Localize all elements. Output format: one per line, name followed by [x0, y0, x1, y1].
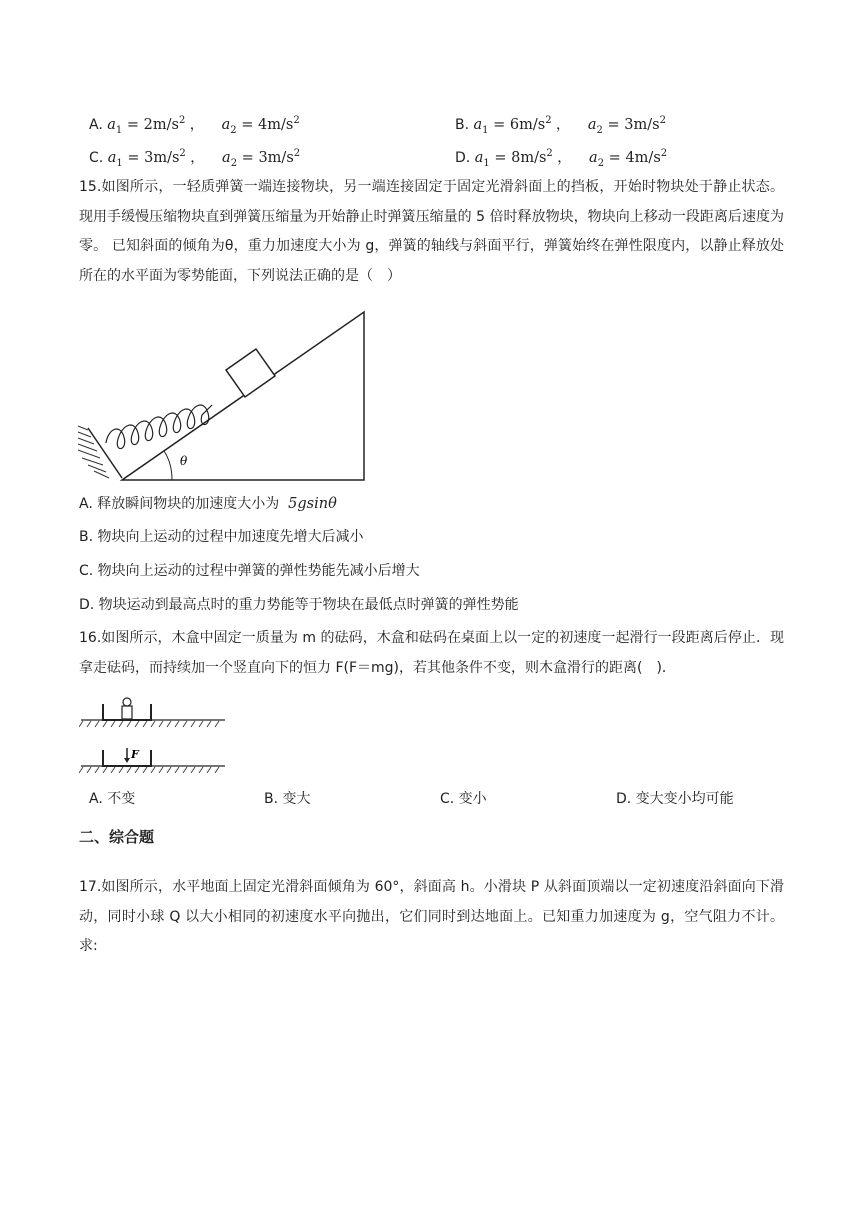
block [226, 349, 275, 397]
q15-option-a: A. 释放瞬间物块的加速度大小为 5gsinθ [79, 496, 337, 512]
stopper-plate [88, 428, 122, 478]
q14-option-d: D. $a_1 = 8m/s^2$ ， $a_2 = 4m/s^2$ [455, 148, 668, 169]
q14-option-b: B. $a_1 = 6m/s^2$ ， $a_2 = 3m/s^2$ [455, 115, 666, 136]
q16-option-a: A. 不变 [89, 791, 136, 807]
angle-arc [164, 451, 172, 480]
option-label: D. [455, 149, 471, 166]
table-hatching-top [79, 721, 219, 727]
q16-option-c: C. 变小 [440, 791, 487, 807]
formula-a2: $a_2 = 3m/s^2$ [222, 148, 301, 169]
spring [106, 405, 212, 449]
wooden-box-figure [79, 694, 229, 776]
q15-option-d: D. 物块运动到最高点时的重力势能等于物块在最低点时弹簧的弹性势能 [79, 597, 519, 613]
formula-a2: $a_2 = 4m/s^2$ [589, 148, 668, 169]
formula-a1: $a_1 = 6m/s^2$ [473, 115, 552, 136]
option-label: B. [455, 116, 470, 133]
box-with-force [81, 748, 225, 766]
q16-option-d: D. 变大变小均可能 [616, 791, 734, 807]
section-title: 二、综合题 [79, 828, 155, 846]
formula-a1: $a_1 = 2m/s^2$ [107, 115, 186, 136]
q14-option-a: A. $a_1 = 2m/s^2$ ， $a_2 = 4m/s^2$ [89, 115, 300, 136]
formula-a2: $a_2 = 4m/s^2$ [221, 115, 300, 136]
weight [122, 706, 132, 719]
q16-stem: 16.如图所示，木盒中固定一质量为 m 的砝码，木盒和砝码在桌面上以一定的初速度一起滑行一段距离后停止．现拿走砝码，而持续加一个竖直向下的恒力 F(F＝mg)，若其他条件不变，则木盒滑行的距离( )． [79, 630, 784, 676]
option-label: C. [89, 149, 104, 166]
q16-option-b: B. 变大 [264, 791, 311, 807]
force-label: F [131, 748, 139, 761]
table-hatching-bottom [79, 767, 219, 773]
option-label: A. [89, 116, 103, 133]
q17-stem: 17.如图所示，水平地面上固定光滑斜面倾角为 60°，斜面高 h。小滑块 P 从斜面顶端以一定初速度沿斜面向下滑动，同时小球 Q 以大小相同的初速度水平向抛出，它们同时到达地面上。已知重力加速度为 g，空气阻力不计。求: [79, 879, 784, 955]
q15-option-b: B. 物块向上运动的过程中加速度先增大后减小 [79, 529, 364, 545]
q15-stem: 15.如图所示，一轻质弹簧一端连接物块，另一端连接固定于固定光滑斜面上的挡板，开始时物块处于静止状态。现用手缓慢压缩物块直到弹簧压缩量为开始静止时弹簧压缩量的 5 倍时释放物块，物块向上移动一段距离后速度为零。 已知斜面的倾角为θ，重力加速度大小为 g，弹簧的轴线与斜面平行，弹簧始终在弹性限度内，以静止释放处所在的水平面为零势能面，下列说法正确的是（ ） [79, 179, 784, 285]
formula-5gsin: 5gsinθ [288, 496, 337, 512]
angle-label: θ [180, 454, 188, 468]
formula-a2: $a_2 = 3m/s^2$ [587, 115, 666, 136]
incline-spring-figure [76, 308, 376, 483]
formula-a1: $a_1 = 8m/s^2$ [474, 148, 553, 169]
formula-a1: $a_1 = 3m/s^2$ [107, 148, 186, 169]
box-with-weight [81, 698, 225, 720]
q14-option-c: C. $a_1 = 3m/s^2$ ， $a_2 = 3m/s^2$ [89, 148, 301, 169]
q15-option-c: C. 物块向上运动的过程中弹簧的弹性势能先减小后增大 [79, 563, 420, 579]
incline-triangle [122, 312, 364, 480]
